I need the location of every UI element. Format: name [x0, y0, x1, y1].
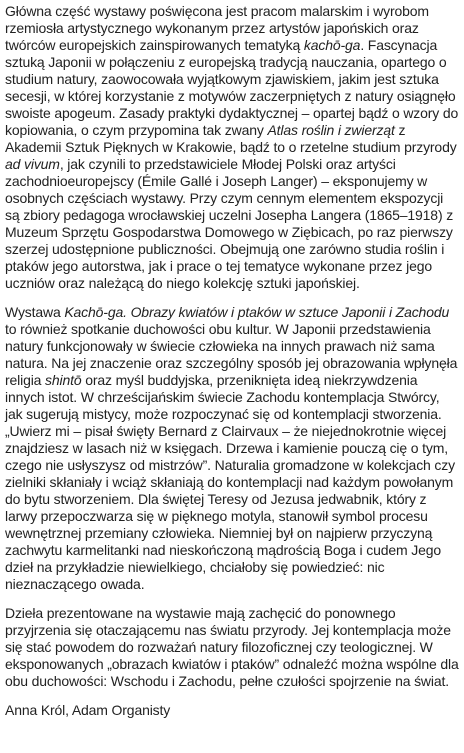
italic-segment: Kachō-ga. Obrazy kwiatów i ptaków w sztuce Japonii i Zachodu: [64, 304, 450, 320]
text-segment: , jak czynili to przedstawiciele Młodej Polski oraz artyści zachodnioeuropejscy (Émile Gallé i Joseph Langer) – eksponujemy w osobnych częściach wystawy. Przy czym cennym elementem ekspozycji są zbiory pedagoga wrocławskiej uczelni Josepha Langera (1865–1918) z Muzeum Sprzętu Gospodarstwa Domowego w Ziębicach, po raz pierwszy szerzej udostępnione publiczności. Obejmują one zarówno studia roślin i ptaków jego autorstwa, jak i prace o tej tematyce wykonane przez jego uczniów oraz należącą do niego kolekcję sztuki japońskiej.: [5, 156, 454, 291]
italic-segment: kachō-ga: [303, 37, 361, 53]
paragraph-2: [5, 304, 460, 593]
italic-segment: Atlas roślin i zwierząt: [267, 122, 395, 138]
text-segment: Główna część wystawy poświęcona jest pracom malarskim i wyrobom rzemiosła artystycznego wykonanym przez artystów japońskich oraz twórców europejskich zainspirowanych tematyką: [5, 3, 429, 53]
text-segment: Wystawa: [5, 304, 65, 320]
paragraph-3: [5, 605, 460, 690]
author-signature: Anna Król, Adam Organisty: [5, 702, 171, 718]
italic-segment: ad vivum: [5, 156, 60, 172]
text-segment: Dzieła prezentowane na wystawie mają zachęcić do ponownego przyjrzenia się otaczającemu nas światu przyrody. Jej kontemplacja może się stać powodem do rozważań natury filozoficznej czy teologicznej. W eksponowanych „obrazach kwiatów i ptaków” odnaleźć można wspólne dla obu duchowości: Wschodu i Zachodu, pełne czułości spojrzenie na świat.: [5, 605, 459, 689]
text-segment: z Akademii Sztuk Pięknych w Krakowie, bądź to o rzetelne studium przyrody: [5, 122, 457, 155]
paragraph-1: [5, 3, 460, 292]
text-segment: to również spotkanie duchowości obu kultur. W Japonii przedstawienia natury funkcjonowały w świecie człowieka na innych prawach niż sama natura. Na jej znaczenie oraz szczególny sposób jej obrazowania wpłynęła religia: [5, 321, 458, 388]
text-segment: . Fascynacja sztuką Japonii w połączeniu z europejską tradycją nauczania, opartego o studium natury, zaowocowała wyjątkowym zjawiskiem, jakim jest sztuka secesji, w której korzystanie z motywów zaczerpniętych z natury osiągnęło swoiste apogeum. Zasady praktyki dydaktycznej – opartej bądź o wzory do kopiowania, o czym przypomina tak zwany: [5, 37, 459, 138]
text-segment: oraz myśl buddyjska, przeniknięta ideą niekrzywdzenia innych istot. W chrześcijańskim świecie Zachodu kontemplacja Stwórcy, jak sugerują mistycy, może rozpoczynać się od kontemplacji stworzenia. „Uwierz mi – pisał święty Bernard z Clairvaux – że niejednokrotnie więcej znajdziesz w lasach niż w księgach. Drzewa i kamienie pouczą cię o tym, czego nie usłyszysz od mistrzów”. Naturalia gromadzone w kolekcjach czy zielniki skłaniały i wciąż skłaniają do kontemplacji nad każdym powołanym do bytu stworzeniem. Dla świętej Teresy od Jezusa jedwabnik, który z larwy przepoczwarza się w pięknego motyla, stanowił symbol procesu wewnętrznej przemiany człowieka. Niemniej był on najpierw przyczyną zachwytu karmelitanki nad nieskończoną mądrością Boga i cudem Jego dzieł na przykładzie niewielkiego, chciałoby się powiedzieć: nic nieznaczącego owada.: [5, 372, 455, 592]
italic-segment: shintō: [45, 372, 82, 388]
